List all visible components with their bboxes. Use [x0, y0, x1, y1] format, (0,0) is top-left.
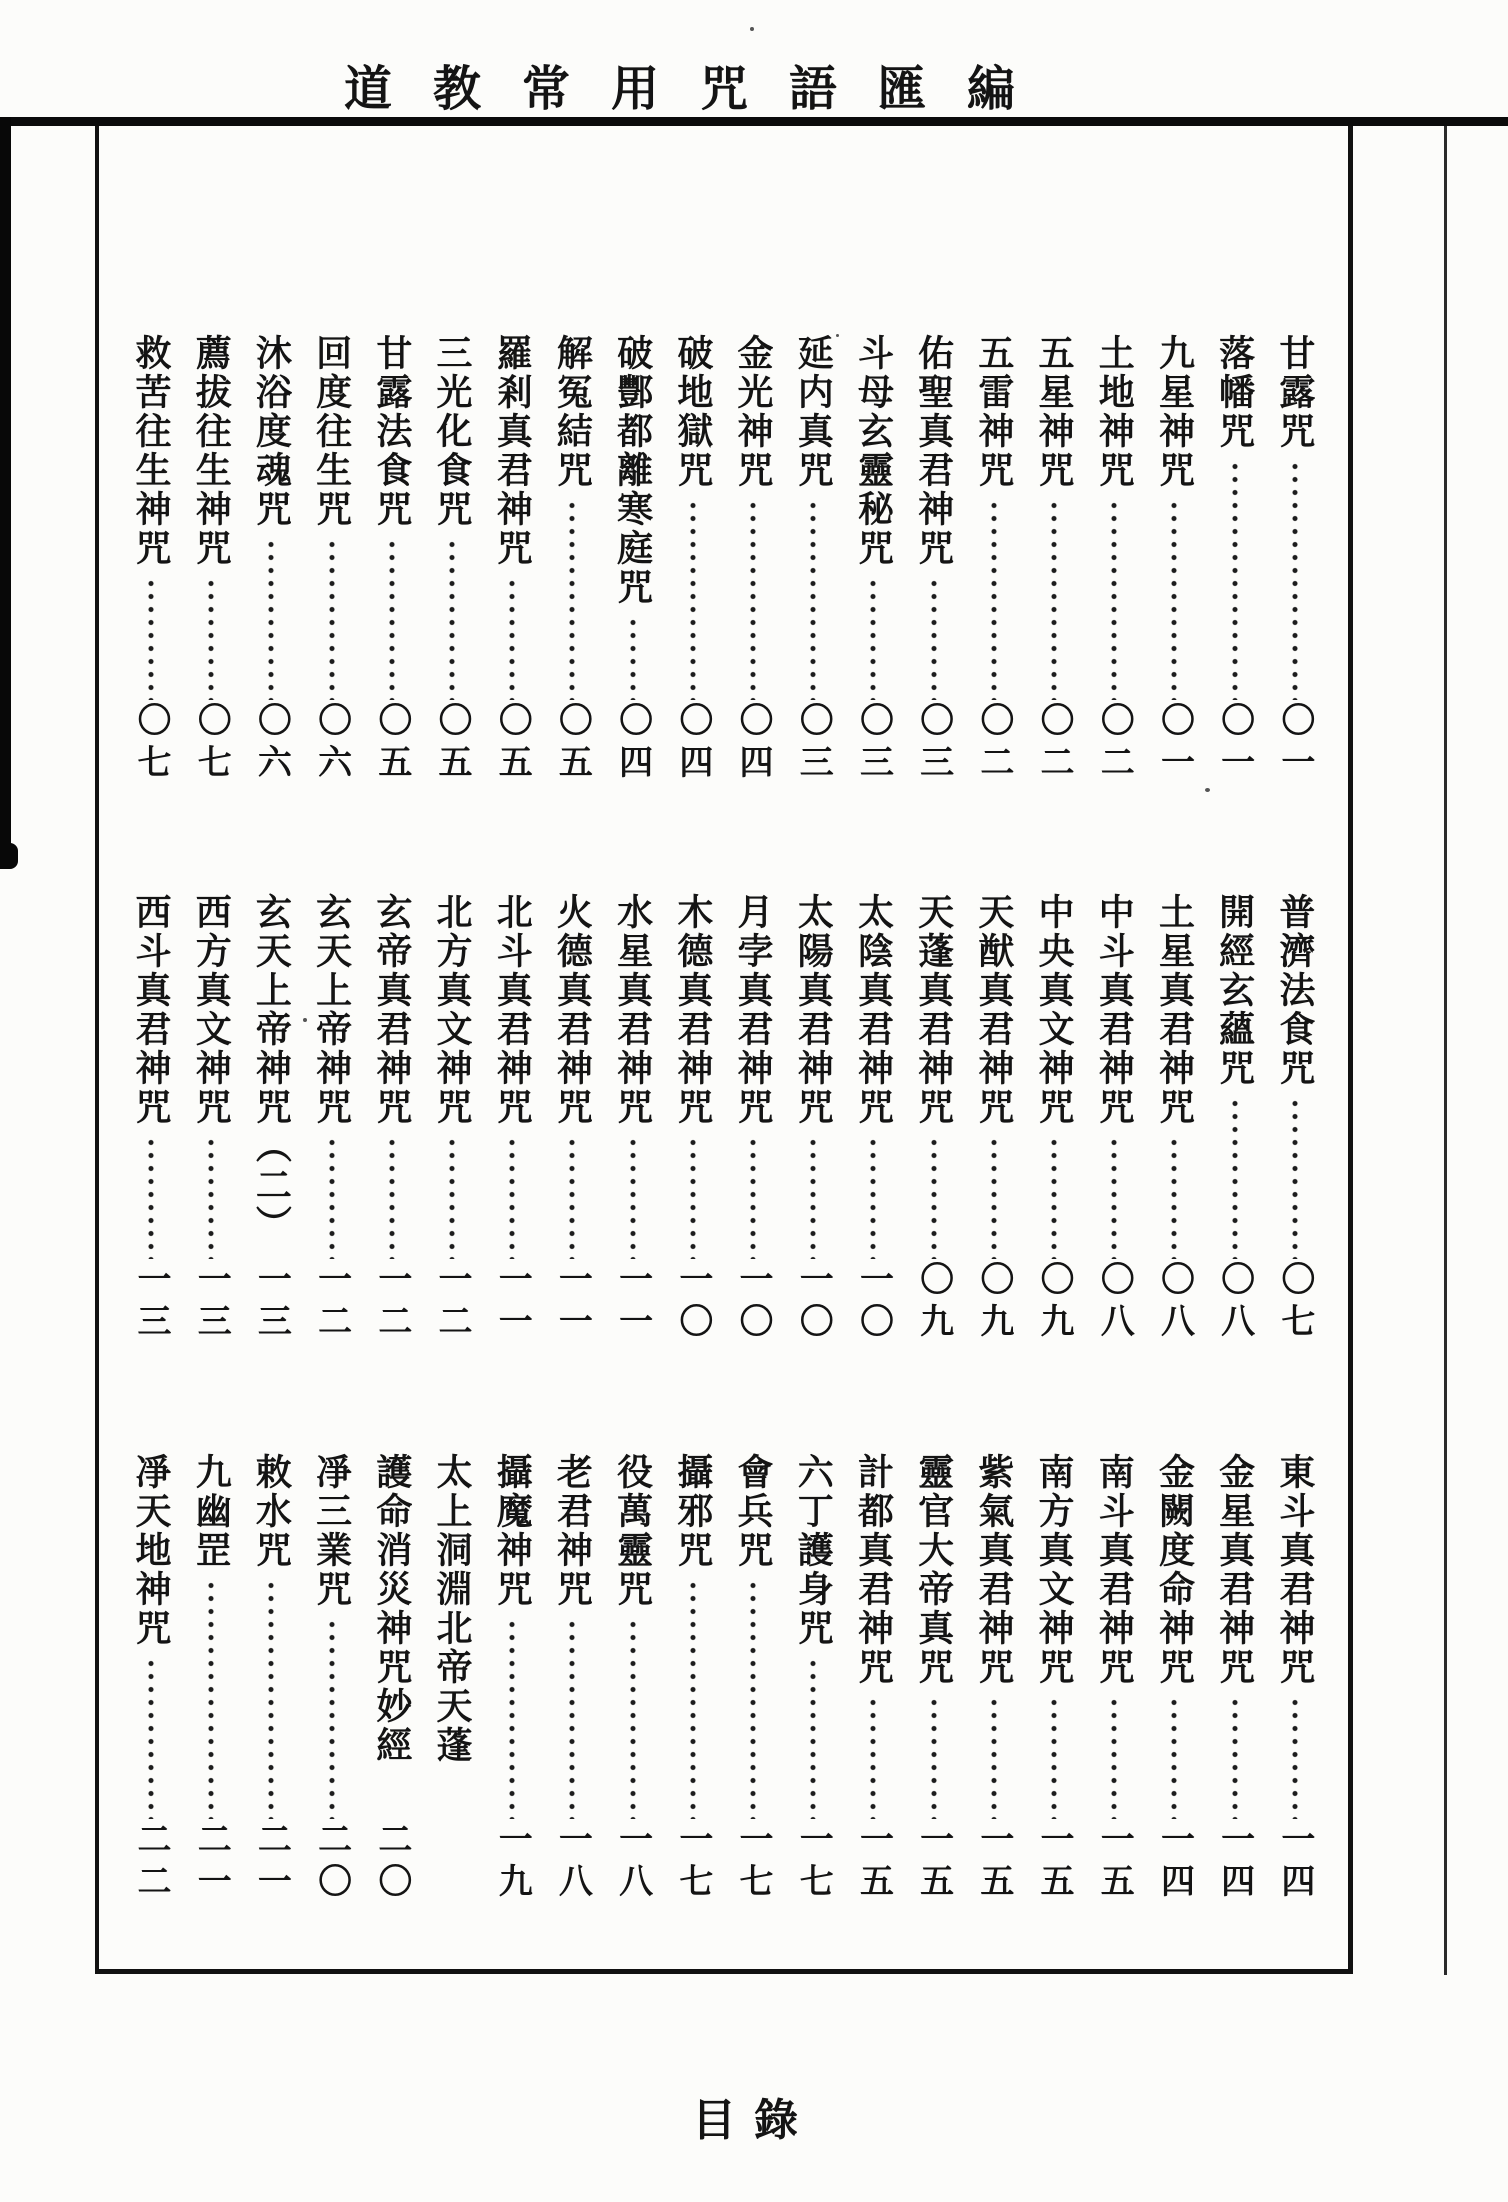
toc-entry-page-number: 一九	[492, 1821, 533, 1905]
toc-entry-page-number: 二一	[191, 1821, 232, 1905]
toc-entry-title: 金闕度命神咒	[1153, 1453, 1196, 1687]
toc-entry	[482, 334, 542, 786]
dotted-leader	[1051, 1136, 1057, 1259]
dotted-leader	[1292, 460, 1298, 700]
toc-entry	[1144, 893, 1204, 1345]
toc-entry-title: 西方真文神咒	[190, 893, 233, 1127]
dotted-leader	[329, 1136, 335, 1259]
toc-entry-page-number: 一二	[311, 1261, 352, 1345]
scan-speck	[303, 1018, 307, 1022]
toc-entry-title: 玄帝真君神咒	[370, 893, 413, 1127]
dotted-leader	[810, 499, 816, 700]
toc-entry-page-number: 〇六	[251, 702, 292, 786]
toc-entry-page-number: 一五	[1094, 1821, 1135, 1905]
toc-entry-page-number: 一四	[1154, 1821, 1195, 1905]
toc-entry	[603, 893, 663, 1345]
toc-entry	[1024, 334, 1084, 786]
scan-speck	[836, 334, 839, 337]
dotted-leader	[991, 1696, 997, 1819]
scan-left-edge-bar	[0, 117, 11, 865]
toc-entry-title: 回度往生咒	[310, 334, 353, 529]
scan-speck	[1205, 788, 1210, 792]
toc-entry-title: 金星真君神咒	[1213, 1453, 1256, 1687]
toc-entry	[783, 334, 843, 786]
toc-entry-title: 紫氣真君神咒	[972, 1453, 1015, 1687]
toc-entry-page-number: 〇九	[973, 1261, 1014, 1345]
toc-entry	[904, 1453, 964, 1905]
toc-entry-page-number: 一三	[191, 1261, 232, 1345]
toc-entry-title: 北斗真君神咒	[491, 893, 534, 1127]
toc-entry	[362, 893, 422, 1345]
toc-entry-title: 南方真文神咒	[1033, 1453, 1076, 1687]
toc-entry-title: 西斗真君神咒	[130, 893, 172, 1127]
dotted-leader	[870, 1696, 876, 1819]
toc-entry-title: 攝魔神咒	[491, 1453, 534, 1609]
dotted-leader	[569, 1618, 575, 1819]
dotted-leader	[1292, 1097, 1298, 1259]
header-rule	[0, 117, 1508, 126]
toc-entry	[181, 334, 241, 786]
toc-entry	[542, 1453, 602, 1905]
toc-entry-title: 火德真君神咒	[551, 893, 594, 1127]
dotted-leader	[870, 577, 876, 700]
dotted-leader	[208, 1579, 214, 1819]
scan-speck	[750, 27, 754, 31]
toc-entry	[241, 1453, 301, 1905]
dotted-leader	[991, 1136, 997, 1259]
toc-entry	[964, 893, 1024, 1345]
toc-entry-page-number: 〇一	[1274, 702, 1315, 786]
toc-entry-page-number: 〇七	[1274, 1261, 1315, 1345]
toc-entry-page-number: 一二	[432, 1261, 473, 1345]
toc-entry	[1024, 893, 1084, 1345]
toc-entry	[1144, 1453, 1204, 1905]
toc-entry	[904, 893, 964, 1345]
toc-entry-title: 北方真文神咒	[431, 893, 474, 1127]
toc-band-3	[121, 1453, 1325, 1905]
toc-entry	[1084, 334, 1144, 786]
dotted-leader	[931, 1696, 937, 1819]
toc-entry-title: 敕水咒	[250, 1453, 293, 1570]
toc-entry	[964, 1453, 1024, 1905]
toc-entry	[1265, 334, 1325, 786]
dotted-leader	[750, 1579, 756, 1819]
toc-entry-title: 中央真文神咒	[1033, 893, 1076, 1127]
toc-entry-title: 中斗真君神咒	[1093, 893, 1136, 1127]
toc-entry	[663, 1453, 723, 1905]
dotted-leader	[329, 1618, 335, 1819]
toc-entry-title: 會兵咒	[732, 1453, 775, 1570]
toc-entry-page-number: 一八	[552, 1821, 593, 1905]
toc-entry-title: 土地神咒	[1093, 334, 1136, 490]
toc-entry	[121, 1453, 181, 1905]
toc-entry	[422, 1453, 482, 1905]
toc-entry-title: 靈官大帝真咒	[912, 1453, 955, 1687]
toc-entry-page-number: 〇六	[311, 702, 352, 786]
toc-entry-page-number: 〇九	[913, 1261, 954, 1345]
toc-frame	[95, 126, 1353, 1974]
toc-entry-page-number: 一一	[492, 1261, 533, 1345]
toc-entry-title: 金光神咒	[732, 334, 775, 490]
toc-entry-title: 玄天上帝神咒	[310, 893, 353, 1127]
dotted-leader	[630, 1136, 636, 1259]
dotted-leader	[1232, 1696, 1238, 1819]
dotted-leader	[1232, 460, 1238, 700]
toc-entry-page-number: 一七	[733, 1821, 774, 1905]
toc-entry	[482, 1453, 542, 1905]
toc-entry	[663, 334, 723, 786]
toc-entry-title: 斗母玄靈秘咒	[852, 334, 895, 568]
toc-entry	[241, 893, 301, 1345]
toc-entry	[603, 1453, 663, 1905]
toc-entry	[904, 334, 964, 786]
toc-entry-title: 南斗真君神咒	[1093, 1453, 1136, 1687]
toc-entry-page-number: 〇二	[1094, 702, 1135, 786]
toc-entry-title: 五雷神咒	[972, 334, 1015, 490]
toc-entry-title: 薦拔往生神咒	[190, 334, 233, 568]
toc-entry-page-number: 一八	[612, 1821, 653, 1905]
toc-entry-page-number: 一五	[973, 1821, 1014, 1905]
dotted-leader	[931, 577, 937, 700]
toc-entry-title: 甘露法食咒	[370, 334, 413, 529]
toc-entry-page-number: 〇五	[432, 702, 473, 786]
toc-entry	[542, 334, 602, 786]
toc-entry-title: 老君神咒	[551, 1453, 594, 1609]
toc-entry-title: 破地獄咒	[671, 334, 714, 490]
toc-entry-page-number: 〇五	[492, 702, 533, 786]
toc-entry-page-number: 〇二	[973, 702, 1014, 786]
toc-band-1	[121, 334, 1325, 786]
toc-entry-page-number: 一三	[131, 1261, 171, 1345]
dotted-leader	[810, 1136, 816, 1259]
toc-entry-title: 土星真君神咒	[1153, 893, 1196, 1127]
toc-entry-title: 開經玄蘊咒	[1213, 893, 1256, 1088]
toc-entry	[1265, 1453, 1325, 1905]
toc-entry	[422, 334, 482, 786]
dotted-leader	[630, 616, 636, 700]
dotted-leader	[208, 577, 214, 700]
dotted-leader	[1051, 499, 1057, 700]
toc-entry	[482, 893, 542, 1345]
toc-entry-title: 九星神咒	[1153, 334, 1196, 490]
toc-entry-page-number: 二〇	[371, 1821, 412, 1905]
dotted-leader	[1292, 1696, 1298, 1819]
dotted-leader	[509, 1618, 515, 1819]
toc-entry-title: 延内真咒	[792, 334, 835, 490]
toc-entry	[783, 893, 843, 1345]
toc-entry	[843, 1453, 903, 1905]
toc-entry-page-number: 〇四	[612, 702, 653, 786]
toc-entry	[121, 893, 181, 1345]
toc-entry	[1084, 893, 1144, 1345]
toc-entry-title: 甘露咒	[1273, 334, 1316, 451]
toc-entry	[843, 334, 903, 786]
toc-entry-title: 凈三業咒	[310, 1453, 353, 1609]
toc-entry-title: 五星神咒	[1033, 334, 1076, 490]
toc-entry-page-number: 〇八	[1154, 1261, 1195, 1345]
dotted-leader	[1171, 1696, 1177, 1819]
dotted-leader	[1171, 1136, 1177, 1259]
toc-entry-page-number: 二一	[251, 1821, 292, 1905]
dotted-leader	[569, 499, 575, 700]
dotted-leader	[690, 499, 696, 700]
toc-entry-title: 普濟法食咒	[1273, 893, 1316, 1088]
toc-entry-page-number: 一〇	[672, 1261, 713, 1345]
toc-entry	[964, 334, 1024, 786]
toc-entry-page-number: 一三	[251, 1261, 292, 1345]
dotted-leader	[750, 499, 756, 700]
dotted-leader	[569, 1136, 575, 1259]
toc-entry	[1024, 1453, 1084, 1905]
toc-entry	[422, 893, 482, 1345]
toc-entry-page-number: 〇九	[1034, 1261, 1075, 1345]
dotted-leader	[1111, 499, 1117, 700]
dotted-leader	[630, 1618, 636, 1819]
toc-entry-page-number: 一五	[1034, 1821, 1075, 1905]
dotted-leader	[389, 1136, 395, 1259]
toc-entry-page-number: 一七	[672, 1821, 713, 1905]
toc-entry	[1205, 1453, 1265, 1905]
dotted-leader	[810, 1657, 816, 1819]
toc-entry	[1205, 893, 1265, 1345]
toc-entry-title: 東斗真君神咒	[1273, 1453, 1316, 1687]
toc-entry-title: 太上洞淵北帝天蓬	[431, 1453, 474, 1765]
page-footer-label: 目錄	[692, 2095, 816, 2146]
toc-entry-title: 玄天上帝神咒（二）	[250, 893, 293, 1244]
dotted-leader	[690, 1136, 696, 1259]
toc-entry	[723, 334, 783, 786]
toc-entry-page-number: 二二	[131, 1821, 171, 1905]
dotted-leader	[148, 1136, 154, 1259]
toc-entry	[783, 1453, 843, 1905]
dotted-leader	[449, 1136, 455, 1259]
toc-entry-title: 落幡咒	[1213, 334, 1256, 451]
toc-entry-title: 救苦往生神咒	[130, 334, 172, 568]
toc-entry-page-number: 一〇	[793, 1261, 834, 1345]
toc-entry	[362, 1453, 422, 1905]
toc-entry-title: 佑聖真君神咒	[912, 334, 955, 568]
toc-entry-page-number: 一四	[1214, 1821, 1255, 1905]
toc-entry	[362, 334, 422, 786]
dotted-leader	[991, 499, 997, 700]
dotted-leader	[750, 1136, 756, 1259]
toc-entry	[121, 334, 181, 786]
toc-entry-page-number: 〇七	[191, 702, 232, 786]
dotted-leader	[449, 538, 455, 700]
dotted-leader	[1051, 1696, 1057, 1819]
toc-entry-title: 破酆都離寒庭咒	[611, 334, 654, 607]
toc-entry	[181, 893, 241, 1345]
dotted-leader	[1171, 499, 1177, 700]
toc-entry-page-number: 〇七	[131, 702, 171, 786]
toc-entry	[663, 893, 723, 1345]
dotted-leader	[1111, 1136, 1117, 1259]
toc-entry-title: 沐浴度魂咒	[250, 334, 293, 529]
toc-entry-title: 天蓬真君神咒	[912, 893, 955, 1127]
dotted-leader	[389, 538, 395, 700]
toc-entry-page-number: 〇三	[913, 702, 954, 786]
dotted-leader	[509, 1136, 515, 1259]
dotted-leader	[148, 1657, 154, 1819]
toc-entry-page-number: 〇五	[552, 702, 593, 786]
toc-entry-title: 攝邪咒	[671, 1453, 714, 1570]
toc-entry-page-number: 一四	[1274, 1821, 1315, 1905]
toc-entry	[302, 1453, 362, 1905]
dotted-leader	[329, 538, 335, 700]
toc-entry-page-number: 一〇	[733, 1261, 774, 1345]
dotted-leader	[148, 577, 154, 700]
toc-entry-title: 太陽真君神咒	[792, 893, 835, 1127]
toc-entry-page-number: 一〇	[853, 1261, 894, 1345]
toc-entry-page-number: 一五	[853, 1821, 894, 1905]
dotted-leader	[268, 538, 274, 700]
toc-entry-page-number: 〇四	[733, 702, 774, 786]
toc-entry-title: 水星真君神咒	[611, 893, 654, 1127]
toc-entry-page-number: 一一	[552, 1261, 593, 1345]
scan-right-edge-line	[1444, 126, 1447, 1975]
toc-entry-page-number: 〇四	[672, 702, 713, 786]
toc-entry	[603, 334, 663, 786]
toc-entry-title: 三光化食咒	[431, 334, 474, 529]
toc-band-2	[121, 893, 1325, 1345]
toc-entry-title: 月孛真君神咒	[732, 893, 775, 1127]
toc-entry-title: 解冤結咒	[551, 334, 594, 490]
toc-entry-title: 計都真君神咒	[852, 1453, 895, 1687]
toc-entry-page-number: 〇五	[371, 702, 412, 786]
toc-entry-title: 護命消災神咒妙經	[370, 1453, 413, 1765]
toc-entry-title: 天猷真君神咒	[972, 893, 1015, 1127]
toc-entry-title: 羅剎真君神咒	[491, 334, 534, 568]
toc-entry-title: 六丁護身咒	[792, 1453, 835, 1648]
toc-entry-title: 九幽罡	[190, 1453, 233, 1570]
toc-entry	[723, 893, 783, 1345]
toc-entry	[302, 893, 362, 1345]
toc-entry	[1084, 1453, 1144, 1905]
toc-entry-page-number: 一七	[793, 1821, 834, 1905]
dotted-leader	[1111, 1696, 1117, 1819]
toc-entry-page-number: 〇三	[853, 702, 894, 786]
toc-entry	[181, 1453, 241, 1905]
scan-left-edge-mark	[0, 843, 18, 869]
toc-entry	[1205, 334, 1265, 786]
toc-entry-page-number: 一二	[371, 1261, 412, 1345]
book-title: 道教常用咒語匯編	[343, 61, 1056, 117]
toc-entry-page-number: 一一	[612, 1261, 653, 1345]
toc-entry-page-number: 〇八	[1214, 1261, 1255, 1345]
toc-entry-title: 木德真君神咒	[671, 893, 714, 1127]
toc-entry-title: 凈天地神咒	[130, 1453, 172, 1648]
toc-entry-page-number: 一五	[913, 1821, 954, 1905]
toc-entry	[1144, 334, 1204, 786]
toc-entry-title: 太陰真君神咒	[852, 893, 895, 1127]
dotted-leader	[208, 1136, 214, 1259]
dotted-leader	[509, 577, 515, 700]
toc-entry-page-number: 〇八	[1094, 1261, 1135, 1345]
dotted-leader	[690, 1579, 696, 1819]
toc-entry	[302, 334, 362, 786]
toc-entry-page-number: 〇二	[1034, 702, 1075, 786]
toc-entry	[542, 893, 602, 1345]
toc-entry-page-number: 〇一	[1154, 702, 1195, 786]
dotted-leader	[870, 1136, 876, 1259]
toc-entry	[1265, 893, 1325, 1345]
toc-entry	[843, 893, 903, 1345]
dotted-leader	[931, 1136, 937, 1259]
toc-entry	[241, 334, 301, 786]
toc-entry-page-number: 〇一	[1214, 702, 1255, 786]
toc-entry-title: 役萬靈咒	[611, 1453, 654, 1609]
dotted-leader	[268, 1579, 274, 1819]
toc-entry	[723, 1453, 783, 1905]
toc-entry-page-number: 〇三	[793, 702, 834, 786]
dotted-leader	[1232, 1097, 1238, 1259]
toc-entry-page-number: 二〇	[311, 1821, 352, 1905]
